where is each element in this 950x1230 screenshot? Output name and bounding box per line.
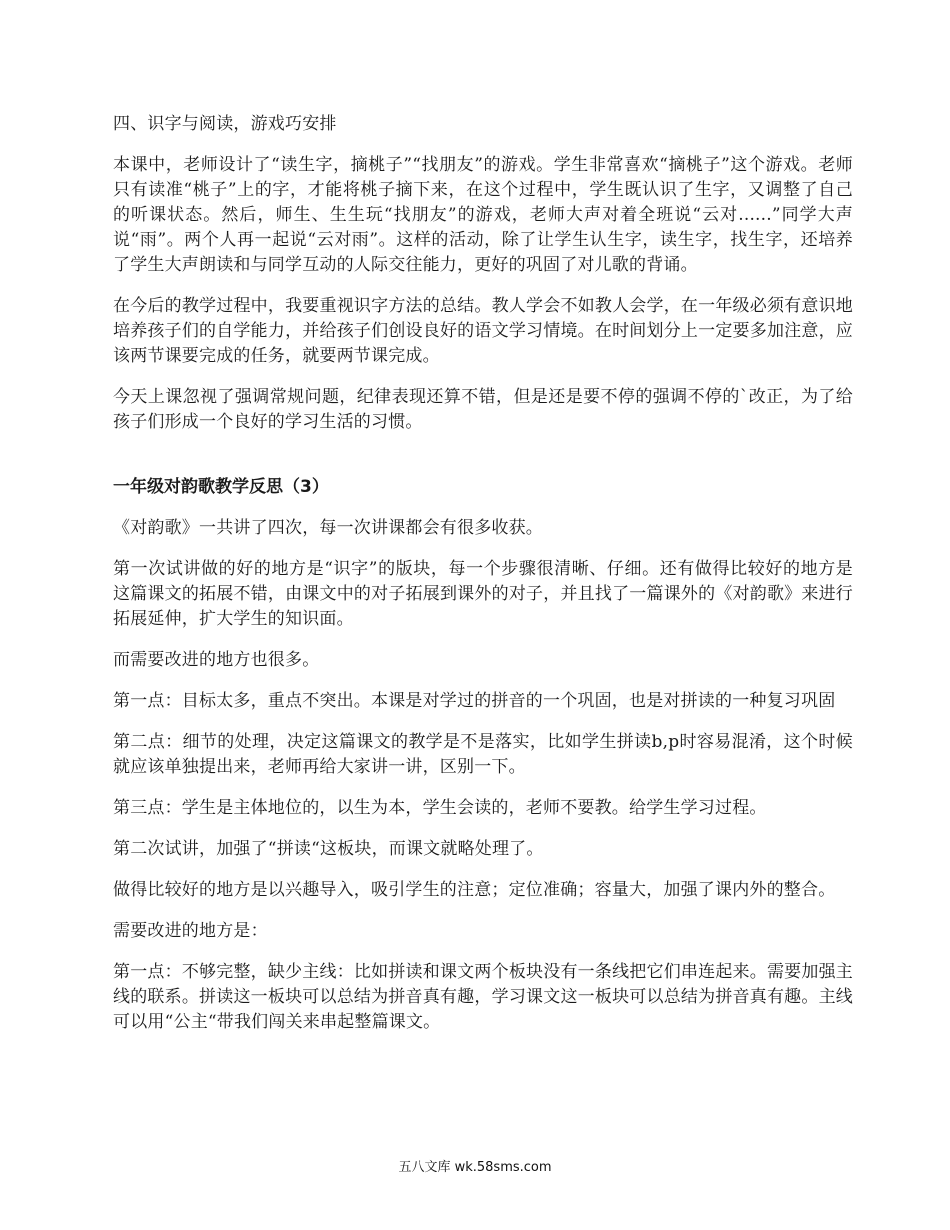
paragraph: 第三点：学生是主体地位的，以生为本，学生会读的，老师不要教。给学生学习过程。 — [113, 798, 767, 818]
paragraph: 在今后的教学过程中，我要重视识字方法的总结。教人学会不如教人会学，在一年级必须有意识地培养孩子们的自学能力，并给孩子们创设良好的语文学习情境。在时间划分上一定要多加注意，应该两节课要完成的任务，就要两节课完成。 — [113, 296, 853, 366]
paragraph: 需要改进的地方是： — [113, 921, 268, 941]
paragraph: 第一点：目标太多，重点不突出。本课是对学过的拼音的一个巩固，也是对拼读的一种复习巩固 — [113, 691, 836, 711]
document-page — [113, 112, 853, 1051]
paragraph: 第一次试讲做的好的地方是“识字”的版块，每一个步骤很清晰、仔细。还有做得比较好的地方是这篇课文的拓展不错，由课文中的对子拓展到课外的对子，并且找了一篇课外的《对韵歌》来进行拓展延伸，扩大学生的知识面。 — [113, 559, 853, 629]
paragraph: 《对韵歌》一共讲了四次，每一次讲课都会有很多收获。 — [113, 518, 543, 538]
paragraph: 而需要改进的地方也很多。 — [113, 650, 320, 670]
paragraph: 第二次试讲，加强了“拼读“这板块，而课文就略处理了。 — [113, 839, 544, 859]
paragraph: 做得比较好的地方是以兴趣导入，吸引学生的注意；定位准确；容量大，加强了课内外的整合。 — [113, 880, 836, 900]
paragraph: 第二点：细节的处理，决定这篇课文的教学是不是落实，比如学生拼读b,p时容易混淆，这个时候就应该单独提出来，老师再给大家讲一讲，区别一下。 — [113, 732, 853, 777]
article-title: 一年级对韵歌教学反思（3） — [113, 477, 329, 497]
paragraph: 今天上课忽视了强调常规问题，纪律表现还算不错，但是还是要不停的强调不停的`改正，为了给孩子们形成一个良好的学习生活的习惯。 — [113, 387, 853, 432]
page-footer: 五八文库 wk.58sms.com — [398, 1160, 552, 1175]
section-heading: 四、识字与阅读，游戏巧安排 — [113, 114, 337, 134]
paragraph: 本课中，老师设计了“读生字，摘桃子”“找朋友”的游戏。学生非常喜欢“摘桃子”这个游戏。老师只有读准“桃子”上的字，才能将桃子摘下来，在这个过程中，学生既认识了生字，又调整了自己的听课状态。然后，师生、生生玩“找朋友”的游戏，老师大声对着全班说“云对......”同学大声说“雨”。两个人再一起说“云对雨”。这样的活动，除了让学生认生字，读生字，找生字，还培养了学生大声朗读和与同学互动的人际交往能力，更好的巩固了对儿歌的背诵。 — [113, 155, 853, 275]
paragraph: 第一点：不够完整，缺少主线：比如拼读和课文两个板块没有一条线把它们串连起来。需要加强主线的联系。拼读这一板块可以总结为拼音真有趣，学习课文这一板块可以总结为拼音真有趣。主线可以用“公主“带我们闯关来串起整篇课文。 — [113, 962, 853, 1032]
